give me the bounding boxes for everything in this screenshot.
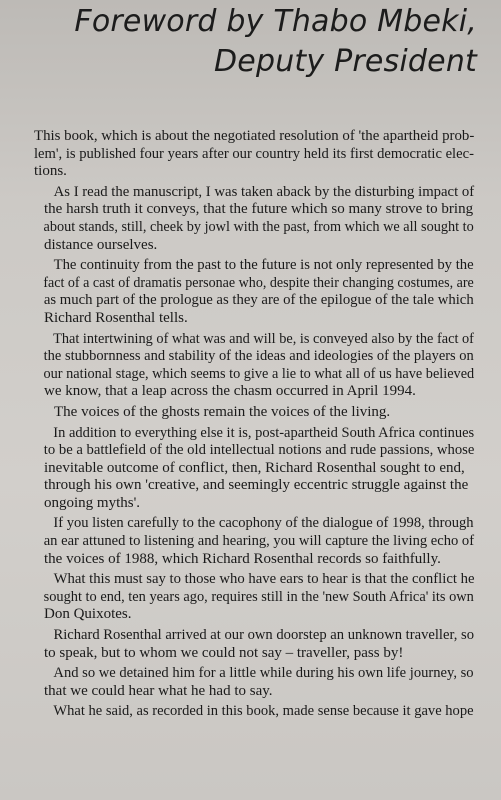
paragraph	[34, 571, 474, 624]
text-line: the stubbornness and stability of the ideas and ideologies of the players on	[43, 348, 474, 365]
chapter-title-line-2: Deputy President	[214, 44, 477, 79]
paragraph	[34, 627, 474, 662]
foreword-body	[34, 128, 474, 724]
text-line: The continuity from the past to the future is not only represented by the	[53, 257, 474, 274]
text-line: And so we detained him for a little while during his own life journey, so	[53, 665, 474, 682]
text-line: that we could hear what he had to say.	[44, 682, 273, 699]
paragraph	[34, 331, 474, 401]
text-line: about stands, still, cheek by jowl with the past, from which we all sought to	[43, 218, 474, 235]
paragraph	[34, 425, 474, 513]
paragraph	[34, 404, 474, 422]
text-line: In addition to everything else it is, post-apartheid South Africa continues	[53, 424, 475, 441]
paragraph	[34, 257, 474, 327]
text-line: we know, that a leap across the chasm occurred in April 1994.	[44, 383, 416, 400]
text-line: This book, which is about the negotiated resolution of 'the apartheid prob-	[34, 128, 475, 144]
text-line: the harsh truth it conveys, that the future which so many strove to bring	[44, 201, 474, 218]
text-line: an ear attuned to listening and hearing, you will capture the living echo of	[43, 533, 475, 550]
text-line: Don Quixotes.	[44, 606, 132, 623]
text-line: Richard Rosenthal tells.	[44, 309, 188, 326]
text-line: sought to end, ten years ago, requires still in the 'new South Africa' its own	[43, 588, 474, 605]
text-line: the voices of 1988, which Richard Rosenthal records so faithfully.	[44, 550, 441, 567]
text-line: As I read the manuscript, I was taken aback by the disturbing impact of	[53, 183, 475, 200]
paragraph	[34, 665, 474, 700]
paragraph	[34, 184, 474, 254]
text-line: our national stage, which seems to give a lie to what all of us have believed	[43, 365, 475, 382]
text-line: to be a battlefield of the old intellectual notions and rude passions, whose	[43, 442, 475, 459]
text-line: What this must say to those who have ears to hear is that the conflict he	[53, 571, 475, 588]
text-line: through his own 'creative, and seemingly eccentric struggle against the	[44, 477, 469, 494]
paragraph	[34, 128, 474, 181]
text-line: inevitable outcome of conflict, then, Richard Rosenthal sought to end,	[44, 459, 465, 476]
text-line: as much part of the prologue as they are of the epilogue of the tale which	[43, 292, 474, 309]
paragraph	[34, 703, 474, 721]
text-line: Richard Rosenthal arrived at our own doorstep an unknown traveller, so	[53, 627, 474, 644]
text-line: That intertwining of what was and will be, is conveyed also by the fact of	[53, 330, 474, 347]
text-line: lem', is published four years after our country held its first democratic elec-	[34, 145, 474, 162]
text-line: tions.	[34, 163, 67, 180]
chapter-title-line-1: Foreword by Thabo Mbeki,	[74, 4, 477, 39]
text-line: The voices of the ghosts remain the voices of the living.	[54, 403, 391, 420]
chapter-title	[74, 2, 477, 82]
text-line: distance ourselves.	[44, 236, 158, 253]
text-line: What he said, as recorded in this book, made sense because it gave hope	[53, 703, 474, 720]
text-line: fact of a cast of dramatis personae who, despite their changing costumes, are	[43, 274, 474, 291]
paragraph	[34, 515, 474, 568]
text-line: to speak, but to whom we could not say – traveller, pass by!	[44, 644, 404, 661]
text-line: ongoing myths'.	[44, 494, 141, 511]
text-line: If you listen carefully to the cacophony of the dialogue of 1998, through	[53, 515, 474, 532]
